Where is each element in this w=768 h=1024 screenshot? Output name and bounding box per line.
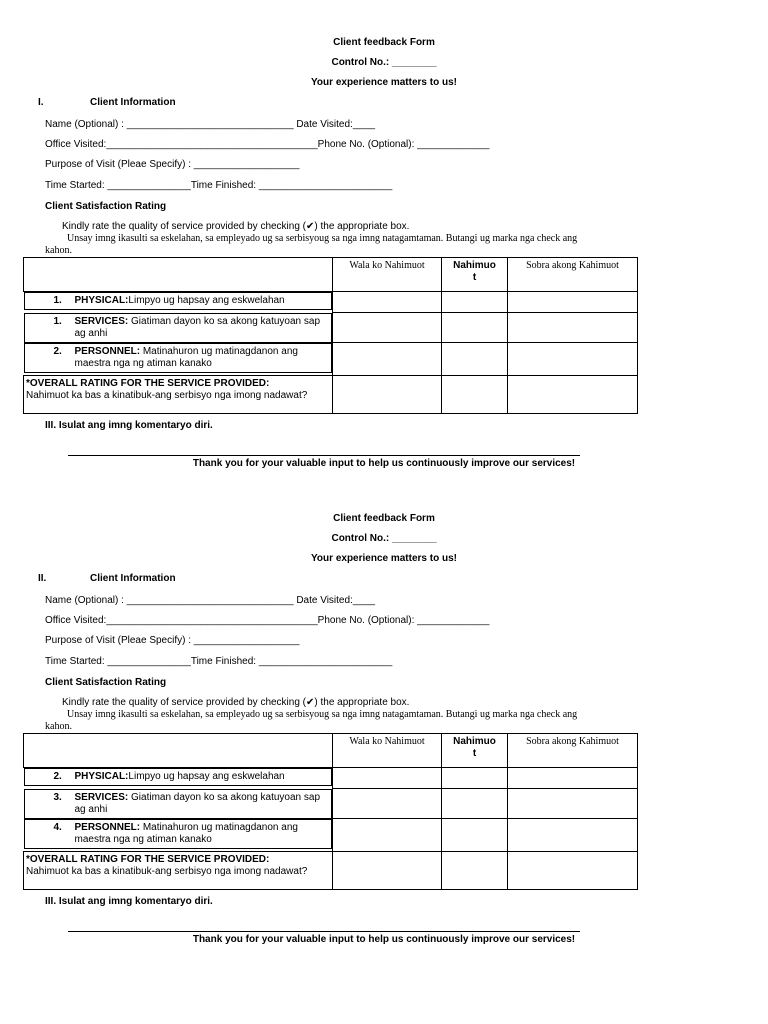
checkbox-overall-satisfied[interactable] bbox=[442, 852, 508, 890]
checkbox-services-very-satisfied[interactable] bbox=[508, 313, 638, 343]
rating-title: Client Satisfaction Rating bbox=[45, 677, 167, 688]
overall-rating: *OVERALL RATING FOR THE SERVICE PROVIDED: Nahimuot ka bas a kinatibuk-ang serbisyo nga imong nadawat? bbox=[24, 852, 333, 890]
form-title: Client feedback Form bbox=[333, 513, 435, 524]
instruction-cebuano-cont: kahon. bbox=[45, 721, 72, 732]
checkbox-personnel-very-satisfied[interactable] bbox=[508, 343, 638, 376]
purpose-field[interactable]: Purpose of Visit (Pleae Specify) : ___________________ bbox=[45, 159, 300, 170]
checkbox-physical-satisfied[interactable] bbox=[442, 768, 508, 789]
checkbox-overall-not-satisfied[interactable] bbox=[333, 852, 442, 890]
header-not-satisfied: Wala ko Nahimuot bbox=[333, 258, 442, 292]
checkbox-overall-not-satisfied[interactable] bbox=[333, 376, 442, 414]
checkbox-personnel-satisfied[interactable] bbox=[442, 343, 508, 376]
tagline: Your experience matters to us! bbox=[311, 77, 457, 88]
header-satisfied: Nahimuo t bbox=[442, 258, 508, 292]
checkbox-services-not-satisfied[interactable] bbox=[333, 313, 442, 343]
item-physical: 2. PHYSICAL:Limpyo ug hapsay ang eskwelahan bbox=[24, 768, 333, 786]
instruction-english: Kindly rate the quality of service provided by checking (✔) the appropriate box. bbox=[62, 697, 410, 708]
header-not-satisfied: Wala ko Nahimuot bbox=[333, 734, 442, 768]
table-row bbox=[24, 768, 638, 789]
table-row bbox=[24, 789, 638, 819]
purpose-field[interactable]: Purpose of Visit (Pleae Specify) : ___________________ bbox=[45, 635, 300, 646]
thank-you-note: Thank you for your valuable input to help us continuously improve our services! bbox=[192, 458, 576, 469]
checkbox-personnel-not-satisfied[interactable] bbox=[333, 343, 442, 376]
checkbox-personnel-not-satisfied[interactable] bbox=[333, 819, 442, 852]
rating-table bbox=[23, 733, 638, 890]
checkbox-physical-satisfied[interactable] bbox=[442, 292, 508, 313]
name-field[interactable]: Name (Optional) : ______________________________ Date Visited:____ bbox=[45, 119, 376, 130]
item-services: 3. SERVICES: Giatiman dayon ko sa akong katuyoan sap ag anhi bbox=[24, 789, 333, 819]
checkbox-physical-not-satisfied[interactable] bbox=[333, 768, 442, 789]
checkbox-physical-very-satisfied[interactable] bbox=[508, 768, 638, 789]
table-row bbox=[24, 376, 638, 414]
comment-line[interactable] bbox=[68, 455, 580, 456]
checkbox-services-not-satisfied[interactable] bbox=[333, 789, 442, 819]
section-number: II. bbox=[38, 573, 47, 584]
item-personnel: 2. PERSONNEL: Matinahuron ug matinagdanon ang maestra nga ng atiman kanako bbox=[24, 343, 333, 373]
item-physical: 1. PHYSICAL:Limpyo ug hapsay ang eskwelahan bbox=[24, 292, 333, 310]
thank-you-note: Thank you for your valuable input to help us continuously improve our services! bbox=[192, 934, 576, 945]
table-header-blank bbox=[24, 734, 333, 768]
control-number: Control No.: ________ bbox=[331, 57, 437, 68]
checkbox-personnel-satisfied[interactable] bbox=[442, 819, 508, 852]
item-services: 1. SERVICES: Giatiman dayon ko sa akong katuyoan sap ag anhi bbox=[24, 313, 333, 343]
rating-table bbox=[23, 257, 638, 414]
control-number: Control No.: ________ bbox=[331, 533, 437, 544]
tagline: Your experience matters to us! bbox=[311, 553, 457, 564]
rating-title: Client Satisfaction Rating bbox=[45, 201, 167, 212]
time-field[interactable]: Time Started: _______________Time Finished: ________________________ bbox=[45, 180, 393, 191]
instruction-cebuano: Unsay imng ikasulti sa eskelahan, sa empleyado ug sa serbisyoug sa nga imng natagamtaman. Butangi ug marka nga check ang bbox=[67, 233, 578, 244]
instruction-cebuano-cont: kahon. bbox=[45, 245, 72, 256]
item-personnel: 4. PERSONNEL: Matinahuron ug matinagdanon ang maestra nga ng atiman kanako bbox=[24, 819, 333, 849]
name-field[interactable]: Name (Optional) : ______________________________ Date Visited:____ bbox=[45, 595, 376, 606]
table-row bbox=[24, 819, 638, 852]
checkbox-overall-very-satisfied[interactable] bbox=[508, 376, 638, 414]
office-field[interactable]: Office Visited:______________________________________Phone No. (Optional): _____________ bbox=[45, 615, 490, 626]
instruction-english: Kindly rate the quality of service provided by checking (✔) the appropriate box. bbox=[62, 221, 410, 232]
header-very-satisfied: Sobra akong Kahimuot bbox=[508, 734, 638, 768]
time-field[interactable]: Time Started: _______________Time Finished: ________________________ bbox=[45, 656, 393, 667]
comment-heading: III. Isulat ang imng komentaryo diri. bbox=[45, 420, 213, 431]
comment-line[interactable] bbox=[68, 931, 580, 932]
table-header-blank bbox=[24, 258, 333, 292]
section-title: Client Information bbox=[90, 97, 176, 108]
table-row bbox=[24, 313, 638, 343]
feedback-form-2 bbox=[0, 476, 768, 952]
table-row bbox=[24, 292, 638, 313]
checkbox-services-satisfied[interactable] bbox=[442, 789, 508, 819]
checkbox-physical-not-satisfied[interactable] bbox=[333, 292, 442, 313]
table-row bbox=[24, 343, 638, 376]
table-row bbox=[24, 852, 638, 890]
comment-heading: III. Isulat ang imng komentaryo diri. bbox=[45, 896, 213, 907]
section-number: I. bbox=[38, 97, 44, 108]
office-field[interactable]: Office Visited:______________________________________Phone No. (Optional): _____________ bbox=[45, 139, 490, 150]
feedback-form-1 bbox=[0, 0, 768, 476]
overall-rating: *OVERALL RATING FOR THE SERVICE PROVIDED: Nahimuot ka bas a kinatibuk-ang serbisyo nga imong nadawat? bbox=[24, 376, 333, 414]
checkbox-services-satisfied[interactable] bbox=[442, 313, 508, 343]
checkbox-overall-very-satisfied[interactable] bbox=[508, 852, 638, 890]
instruction-cebuano: Unsay imng ikasulti sa eskelahan, sa empleyado ug sa serbisyoug sa nga imng natagamtaman. Butangi ug marka nga check ang bbox=[67, 709, 578, 720]
header-satisfied: Nahimuo t bbox=[442, 734, 508, 768]
checkbox-services-very-satisfied[interactable] bbox=[508, 789, 638, 819]
form-title: Client feedback Form bbox=[333, 37, 435, 48]
checkbox-overall-satisfied[interactable] bbox=[442, 376, 508, 414]
section-title: Client Information bbox=[90, 573, 176, 584]
checkbox-physical-very-satisfied[interactable] bbox=[508, 292, 638, 313]
checkbox-personnel-very-satisfied[interactable] bbox=[508, 819, 638, 852]
header-very-satisfied: Sobra akong Kahimuot bbox=[508, 258, 638, 292]
